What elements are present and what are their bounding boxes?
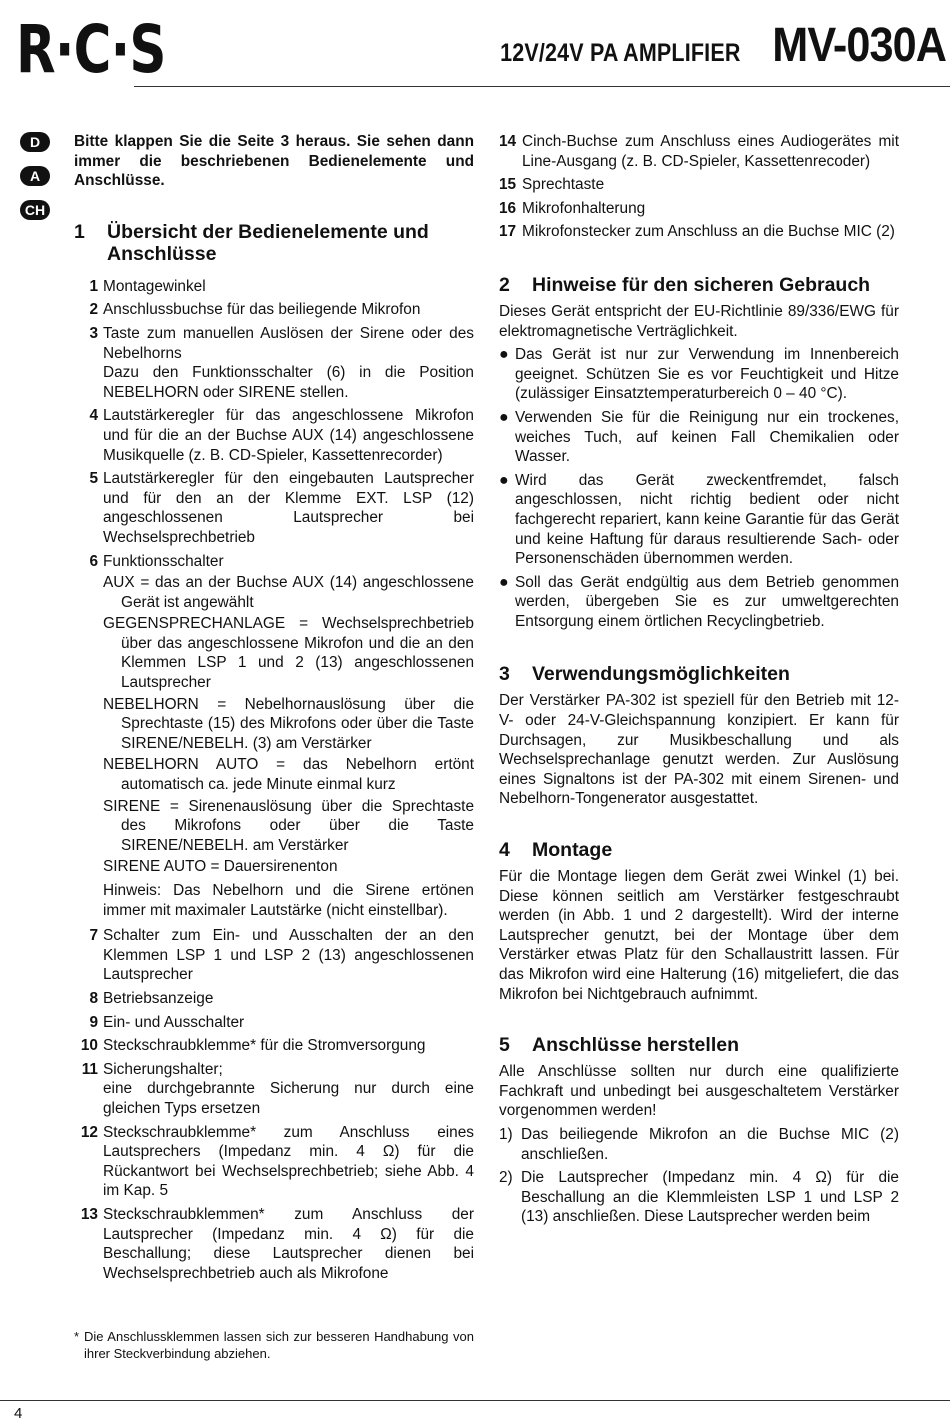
item-text: Betriebsanzeige <box>103 989 214 1007</box>
item-body <box>99 552 474 923</box>
list-item <box>74 469 474 547</box>
item-number: 9 <box>89 1013 98 1031</box>
country-badge-de: D <box>20 132 50 152</box>
item-text: Cinch-Buchse zum Anschluss eines Audiogerätes mit Line-Ausgang (z. B. CD-Spieler, Kassettenrecoder) <box>522 133 899 170</box>
item-number: 4 <box>89 407 98 425</box>
item-number: 13 <box>80 1205 98 1223</box>
bullet-item: ● Wird das Gerät zweckentfremdet, falsch angeschlossen, nicht richtig bedient oder nicht fachgerecht repariert, kann keine Garantie für das Gerät und keine Haftung für daraus resultierende Sach- oder Personenschäden übernommen werden. <box>499 471 899 568</box>
section-2-intro: Dieses Gerät entspricht der EU-Richtlinie 89/336/EWG für elektromagnetische Verträglichkeit. <box>499 302 899 340</box>
item-number: 16 <box>499 199 517 217</box>
page-header <box>0 0 950 90</box>
item-number: 17 <box>499 223 517 241</box>
item-number: 7 <box>89 927 98 945</box>
bullet-text: Wird das Gerät zweckentfremdet, falsch angeschlossen, nicht richtig bedient oder nicht fachgerecht repariert, kann keine Garantie für das Gerät und keine Haftung für daraus resultierende Sach- oder Personenschäden übernommen werden. <box>515 471 899 568</box>
item-number: 15 <box>499 176 517 194</box>
list-item <box>74 1060 474 1119</box>
step-item <box>499 1168 899 1227</box>
item-number: 3 <box>89 324 98 342</box>
item-number: 2 <box>89 301 98 319</box>
section-number: 4 <box>499 839 510 862</box>
brand-logo: R·C·S <box>16 11 166 88</box>
list-item <box>499 175 899 195</box>
footnote <box>74 1328 474 1362</box>
item-text: Sicherungshalter; <box>103 1060 223 1078</box>
section-2-heading <box>499 274 899 296</box>
section-5-heading <box>499 1034 899 1056</box>
list-item <box>499 132 899 171</box>
item-text: Taste zum manuellen Auslösen der Sirene oder des Nebelhorns <box>103 324 474 362</box>
bullet-text: Verwenden Sie für die Reinigung nur ein trockenes, weiches Tuch, auf keinen Fall Chemikalien oder Wasser. <box>515 408 899 466</box>
section-number: 2 <box>499 273 510 296</box>
list-item <box>74 277 474 297</box>
list-item <box>74 1036 474 1056</box>
section-4-text: Für die Montage liegen dem Gerät zwei Winkel (1) bei. Diese können seitlich am Verstärker festgeschraubt werden (in Abb. 1 und 2 dargestellt). Wird der interne Lautsprecher genutzt, bei der Montage über dem Verstärker etwas Platz für den Schallaustritt lassen. Für das Mikrofon wird eine Halterung (16) mitgeliefert, die das Mikrofon bei Nichtgebrauch aufnimmt. <box>499 868 899 1003</box>
switch-option: GEGENSPRECHANLAGE = Wechselsprechbetrieb über das angeschlossene Mikrofon und die an den Klemmen LSP 1 und 2 (13) angeschlossenen Lautsprecher <box>103 615 474 692</box>
item-text: Funktionsschalter <box>103 552 224 570</box>
list-item <box>74 406 474 465</box>
list-item <box>74 1205 474 1283</box>
item-text: Anschlussbuchse für das beiliegende Mikrofon <box>103 301 421 319</box>
section-number: 1 <box>74 220 85 243</box>
item-number: 11 <box>81 1060 98 1078</box>
switch-option: NEBELHORN AUTO = das Nebelhorn ertönt automatisch ca. jede Minute einmal kurz <box>103 756 474 794</box>
bullet-item: ● Soll das Gerät endgültig aus dem Betrieb genommen werden, übergeben Sie es zur umweltgerechten Entsorgung einem örtlichen Recyclingbetrieb. <box>499 573 899 630</box>
section-4-heading <box>499 839 899 861</box>
item-number: 10 <box>80 1037 98 1055</box>
footnote-text: Die Anschlussklemmen lassen sich zur besseren Handhabung von ihrer Steckverbindung abziehen. <box>84 1329 474 1361</box>
switch-option: SIRENE AUTO = Dauersirenenton <box>103 858 338 876</box>
item-text: Steckschraubklemmen* zum Anschluss der Lautsprecher (Impedanz min. 4 Ω) für die Beschallung; diese Lautsprecher dienen bei Wechselsprechbetrieb auch als Mikrofone <box>103 1205 474 1282</box>
item-number: 8 <box>89 989 98 1007</box>
item-text: Ein- und Ausschalter <box>103 1013 245 1031</box>
step-text: Das beiliegende Mikrofon an die Buchse MIC (2) anschließen. <box>521 1125 899 1163</box>
left-column <box>74 132 474 1287</box>
item-number: 12 <box>80 1123 98 1141</box>
section-title: Hinweise für den sicheren Gebrauch <box>532 273 871 296</box>
section-1-heading <box>74 221 474 265</box>
section-3-text: Der Verstärker PA-302 ist speziell für den Betrieb mit 12-V- oder 24-V-Gleichspannung konzipiert. Er kann für Durchsagen, zur Musikbeschallung und als Wechselsprechanlage genutzt werden. Zur Auslösung eines Signaltons ist der PA-302 mit einem Sirenen- und Nebelhorn-Tongenerator ausgestattet. <box>499 692 899 808</box>
bullet-text: Das Gerät ist nur zur Verwendung im Innenbereich geeignet. Schützen Sie es vor Feuchtigkeit und Hitze (zulässiger Einsatztemperaturbereich 0 – 40 °C). <box>515 346 899 403</box>
switch-note: Hinweis: Das Nebelhorn und die Sirene ertönen immer mit maximaler Lautstärke (nicht einstellbar). <box>103 882 474 919</box>
list-item <box>74 324 474 402</box>
list-item <box>499 199 899 219</box>
country-badges <box>20 132 52 234</box>
list-item <box>499 222 899 242</box>
switch-option: SIRENE = Sirenenauslösung über die Sprechtaste des Mikrofons oder über die Taste SIRENE/NEBELH. am Verstärker <box>103 797 474 854</box>
item-extra: Dazu den Funktionsschalter (6) in die Position NEBELHORN oder SIRENE stellen. <box>103 364 474 401</box>
item-text: Lautstärkeregler für das angeschlossene Mikrofon und für die an der Buchse AUX (14) angeschlossene Musikquelle (z. B. CD-Spieler, Kassettenrecorder) <box>103 407 474 464</box>
section-number: 5 <box>499 1034 510 1057</box>
item-text: Schalter zum Ein- und Ausschalten der an den Klemmen LSP 1 und LSP 2 (13) angeschlossenen Lautsprecher <box>103 927 474 984</box>
item-text: Mikrofonhalterung <box>522 199 646 217</box>
item-number: 5 <box>89 470 98 488</box>
section-5-text: Alle Anschlüsse sollten nur durch eine qualifizierte Fachkraft und unbedingt bei ausgeschaltetem Verstärker vorgenommen werden! <box>499 1063 899 1120</box>
section-title: Montage <box>532 839 613 862</box>
item-body <box>99 1060 474 1119</box>
item-text: Steckschraubklemme* zum Anschluss eines Lautsprechers (Impedanz min. 4 Ω) für die Rückantwort bei Wechselsprechbetrieb; siehe Abb. 4 im Kap. 5 <box>103 1123 474 1200</box>
step-text: Die Lautsprecher (Impedanz min. 4 Ω) für die Beschallung an die Klemmleisten LSP 1 und LSP 2 (13) anschließen. Diese Lautsprecher werden beim <box>521 1169 899 1226</box>
bullet-item: ● Verwenden Sie für die Reinigung nur ein trockenes, weiches Tuch, auf keinen Fall Chemikalien oder Wasser. <box>499 408 899 466</box>
country-badge-ch: CH <box>20 200 50 220</box>
bullet-text: Soll das Gerät endgültig aus dem Betrieb genommen werden, übergeben Sie es zur umweltgerechten Entsorgung einem örtlichen Recyclingbetrieb. <box>515 573 899 630</box>
right-column <box>499 132 899 1231</box>
switch-option: AUX = das an der Buchse AUX (14) angeschlossene Gerät ist angewählt <box>103 574 474 611</box>
page-number: 4 <box>14 1405 23 1422</box>
item-number: 6 <box>89 552 98 570</box>
model-number: MV-030A <box>772 19 946 72</box>
step-number: 1) <box>499 1125 513 1143</box>
item-text: Steckschraubklemme* für die Stromversorgung <box>103 1037 426 1055</box>
section-title: Anschlüsse herstellen <box>532 1034 739 1057</box>
header-title <box>461 18 946 73</box>
footnote-mark: * <box>74 1329 80 1344</box>
item-text: Sprechtaste <box>522 176 605 194</box>
list-item <box>74 989 474 1009</box>
step-number: 2) <box>499 1169 513 1187</box>
item-text: Lautstärkeregler für den eingebauten Lautsprecher und für den an der Klemme EXT. LSP (12) angeschlossenen Lautsprecher bei Wechselsprechbetrieb <box>103 470 474 546</box>
bullet-item: ● Das Gerät ist nur zur Verwendung im Innenbereich geeignet. Schützen Sie es vor Feuchtigkeit und Hitze (zulässiger Einsatztemperaturbereich 0 – 40 °C). <box>499 346 899 403</box>
list-item <box>74 1013 474 1033</box>
header-rule <box>134 86 950 87</box>
footer-rule <box>0 1400 950 1401</box>
list-item <box>74 300 474 320</box>
section-3-heading <box>499 663 899 685</box>
list-item-function-switch <box>74 552 474 923</box>
item-extra: eine durchgebrannte Sicherung nur durch eine gleichen Typs ersetzen <box>103 1080 474 1117</box>
section-title: Übersicht der Bedienelemente und Anschlüsse <box>107 220 429 265</box>
list-item <box>74 1123 474 1201</box>
item-number: 1 <box>89 277 98 295</box>
intro-text: Bitte klappen Sie die Seite 3 heraus. Sie sehen dann immer die beschriebenen Bedienelemente und Anschlüsse. <box>74 133 474 190</box>
item-text: Montagewinkel <box>103 277 206 295</box>
item-number: 14 <box>499 133 517 150</box>
step-item <box>499 1125 899 1164</box>
product-subtitle: 12V/24V PA AMPLIFIER <box>500 39 741 67</box>
item-body <box>99 324 474 402</box>
list-item <box>74 926 474 985</box>
item-text: Mikrofonstecker zum Anschluss an die Buchse MIC (2) <box>522 223 895 241</box>
country-badge-at: A <box>20 166 50 186</box>
section-number: 3 <box>499 663 510 686</box>
switch-option: NEBELHORN = Nebelhornauslösung über die Sprechtaste (15) des Mikrofons oder über die Taste SIRENE/NEBELH. (3) am Verstärker <box>103 695 474 752</box>
section-title: Verwendungsmöglichkeiten <box>532 663 790 686</box>
